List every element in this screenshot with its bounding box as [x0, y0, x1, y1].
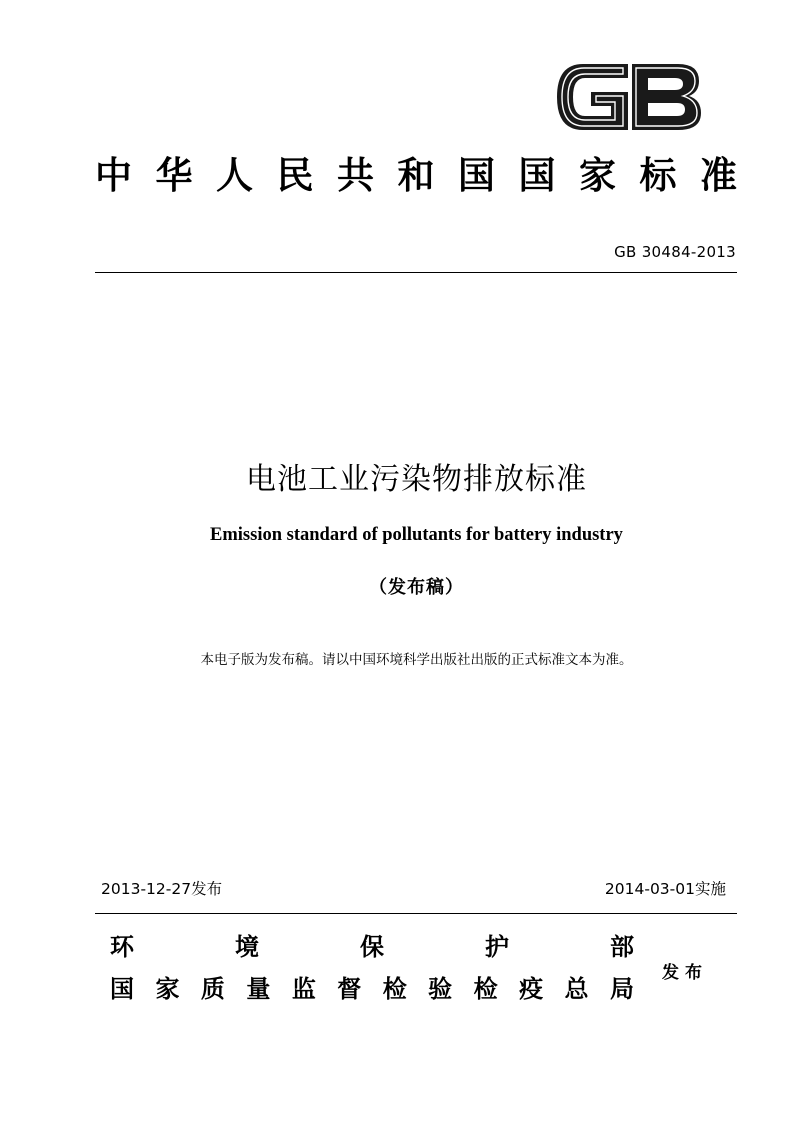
issuer-aqsiq [110, 973, 634, 1005]
bottom-divider [95, 913, 737, 914]
issuer-char: 督 [337, 974, 362, 1003]
chinese-title: 电池工业污染物排放标准 [246, 462, 587, 497]
implementation-date: 2014-03-01实施 [604, 880, 726, 898]
title-char: 准 [700, 153, 737, 197]
issuer-char: 总 [564, 974, 589, 1003]
draft-label: （发布稿） [369, 577, 464, 598]
issuer-char: 部 [610, 932, 634, 961]
issuer-char: 护 [485, 932, 509, 961]
gb-logo [553, 56, 703, 138]
issuer-char: 验 [428, 974, 453, 1003]
issuer-char: 家 [155, 974, 180, 1003]
title-char: 共 [337, 153, 374, 197]
issuer-char: 检 [473, 974, 498, 1003]
title-char: 人 [216, 153, 253, 197]
issuer-char: 量 [246, 974, 271, 1003]
title-char: 民 [276, 153, 314, 197]
title-char: 和 [397, 153, 435, 197]
issuer-mep [110, 931, 634, 963]
issuer-char: 检 [382, 974, 407, 1003]
issuer-char: 环 [110, 932, 134, 961]
title-char: 标 [639, 153, 677, 197]
national-standard-title [95, 150, 737, 200]
title-char: 家 [579, 153, 616, 197]
title-char: 国 [518, 153, 556, 197]
issue-date: 2013-12-27发布 [101, 880, 223, 898]
title-char: 国 [458, 153, 495, 197]
edition-note: 本电子版为发布稿。请以中国环境科学出版社出版的正式标准文本为准。 [200, 652, 633, 668]
issuer-char: 质 [200, 974, 225, 1003]
issuer-char: 国 [110, 974, 134, 1003]
issuer-char: 境 [235, 932, 259, 961]
publish-label: 发布 [662, 963, 708, 983]
title-char: 华 [155, 153, 193, 197]
title-char: 中 [95, 153, 132, 197]
english-title: Emission standard of pollutants for battery industry [210, 525, 623, 545]
standard-number: GB 30484-2013 [614, 243, 736, 261]
issuer-char: 局 [609, 974, 634, 1003]
issuer-char: 监 [291, 974, 316, 1003]
issuer-char: 疫 [519, 974, 544, 1003]
top-divider [95, 272, 737, 273]
issuer-char: 保 [360, 932, 384, 961]
